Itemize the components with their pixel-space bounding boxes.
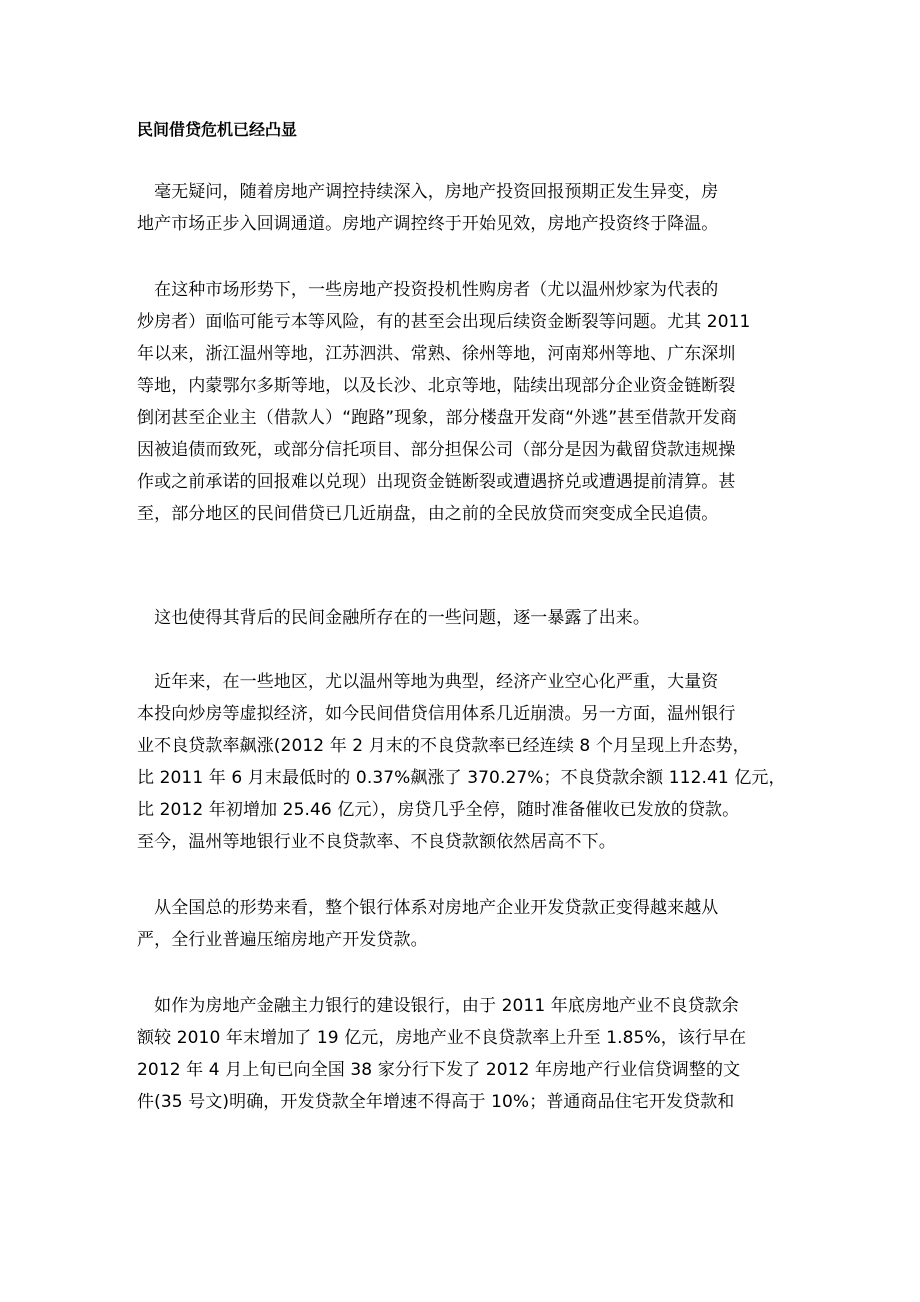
paragraph-6 (137, 990, 787, 1118)
paragraph-line: 年以来，浙江温州等地，江苏泗洪、常熟、徐州等地，河南郑州等地、广东深圳 (137, 344, 736, 364)
paragraph-5 (137, 892, 787, 956)
paragraph-line: 在这种市场形势下，一些房地产投资投机性购房者（尤以温州炒家为代表的 (137, 280, 719, 300)
paragraph-line: 作或之前承诺的回报难以兑现）出现资金链断裂或遭遇挤兑或遭遇提前清算。甚 (137, 472, 736, 492)
paragraph-2 (137, 274, 787, 530)
paragraph-line: 2012 年 4 月上旬已向全国 38 家分行下发了 2012 年房地产行业信贷调整的文 (137, 1060, 741, 1080)
paragraph-line: 如作为房地产金融主力银行的建设银行，由于 2011 年底房地产业不良贷款余 (137, 996, 739, 1016)
paragraph-line: 额较 2010 年末增加了 19 亿元，房地产业不良贷款率上升至 1.85%，该行早在 (137, 1028, 747, 1048)
paragraph-line: 从全国总的形势来看，整个银行体系对房地产企业开发贷款正变得越来越从 (137, 898, 719, 918)
paragraph-line: 毫无疑问，随着房地产调控持续深入，房地产投资回报预期正发生异变，房 (137, 182, 719, 202)
paragraph-4 (137, 666, 787, 858)
paragraph-line: 至今，温州等地银行业不良贷款率、不良贷款额依然居高不下。 (137, 832, 616, 852)
paragraph-line: 件(35 号文)明确，开发贷款全年增速不得高于 10%；普通商品住宅开发贷款和 (137, 1092, 735, 1112)
paragraph-line: 至，部分地区的民间借贷已几近崩盘，由之前的全民放贷而突变成全民追债。 (137, 504, 719, 524)
paragraph-line: 地产市场正步入回调通道。房地产调控终于开始见效，房地产投资终于降温。 (137, 214, 719, 234)
paragraph-line: 倒闭甚至企业主（借款人）“跑路”现象，部分楼盘开发商“外逃”甚至借款开发商 (137, 408, 737, 428)
paragraph-line: 业不良贷款率飙涨(2012 年 2 月末的不良贷款率已经连续 8 个月呈现上升态势， (137, 736, 750, 756)
paragraph-1 (137, 176, 787, 240)
paragraph-line: 本投向炒房等虚拟经济，如今民间借贷信用体系几近崩溃。另一方面，温州银行 (137, 704, 736, 724)
paragraph-3 (137, 602, 787, 634)
paragraph-line: 炒房者）面临可能亏本等风险，有的甚至会出现后续资金断裂等问题。尤其 2011 (137, 312, 751, 332)
paragraph-line: 近年来，在一些地区，尤以温州等地为典型，经济产业空心化严重，大量资 (137, 672, 719, 692)
paragraph-line: 比 2011 年 6 月末最低时的 0.37%飙涨了 370.27%；不良贷款余额 112.41 亿元， (137, 768, 786, 788)
paragraph-line: 等地，内蒙鄂尔多斯等地，以及长沙、北京等地，陆续出现部分企业资金链断裂 (137, 376, 736, 396)
paragraph-line: 因被追债而致死，或部分信托项目、部分担保公司（部分是因为截留贷款违规操 (137, 440, 736, 460)
paragraph-line: 严，全行业普遍压缩房地产开发贷款。 (137, 930, 428, 950)
document-title: 民间借贷危机已经凸显 (137, 120, 298, 139)
paragraph-line: 比 2012 年初增加 25.46 亿元），房贷几乎全停，随时准备催收已发放的贷款。 (137, 800, 740, 820)
paragraph-line: 这也使得其背后的民间金融所存在的一些问题，逐一暴露了出来。 (137, 608, 650, 628)
